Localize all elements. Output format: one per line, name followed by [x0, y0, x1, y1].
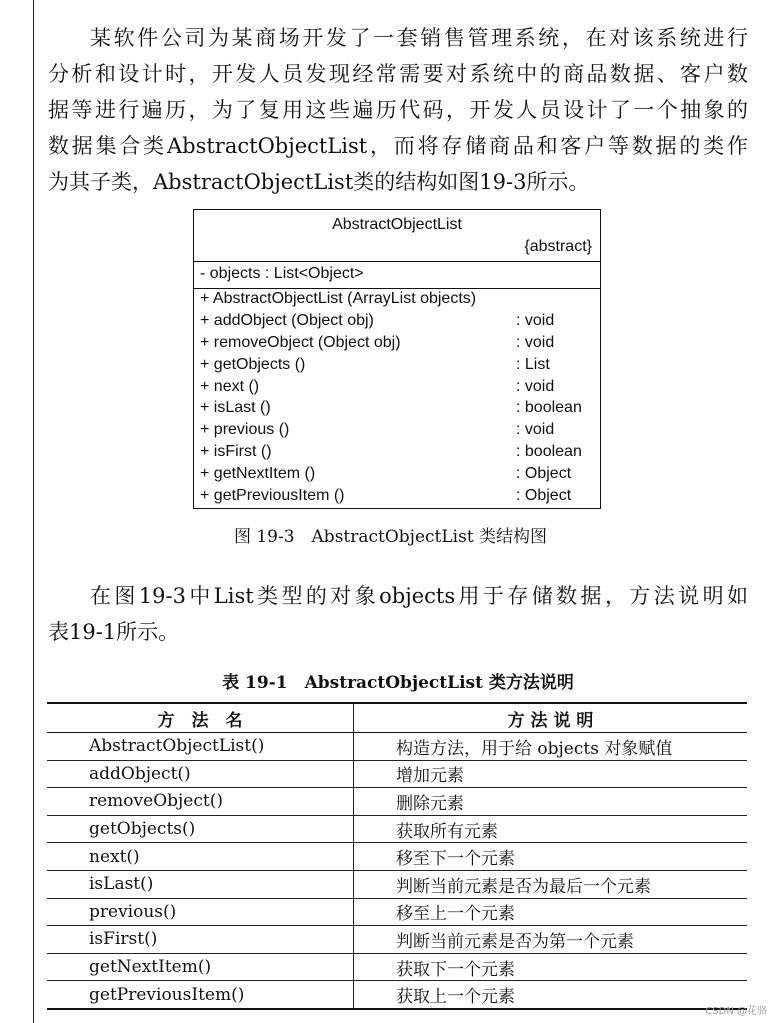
uml-operation-return-type: : Object	[516, 465, 572, 483]
uml-operation	[194, 464, 600, 486]
column-header-method-desc: 方 法 说 明	[354, 703, 748, 733]
uml-operation-name: + getObjects ()	[200, 355, 306, 373]
uml-operation	[194, 398, 600, 420]
uml-class-diagram	[193, 209, 601, 509]
table-row	[47, 843, 747, 871]
uml-attributes	[194, 262, 600, 289]
method-name-cell: removeObject()	[47, 788, 354, 816]
uml-operation-return-type: : Object	[516, 487, 572, 505]
uml-operation	[194, 377, 600, 399]
column-header-method-name: 方 法 名	[47, 703, 354, 733]
uml-operation	[194, 486, 600, 508]
uml-operation-name: + isFirst ()	[200, 443, 272, 461]
method-name-cell: AbstractObjectList()	[47, 733, 354, 761]
table-body	[47, 733, 747, 1009]
uml-operation-return-type: : boolean	[516, 399, 582, 417]
uml-operation-name: + getPreviousItem ()	[200, 487, 345, 505]
method-name-cell: getObjects()	[47, 815, 354, 843]
uml-operation-return-type: : void	[516, 421, 555, 439]
method-desc-cell: 判断当前元素是否为最后一个元素	[354, 870, 748, 898]
method-name-cell: addObject()	[47, 760, 354, 788]
uml-operation-name: + AbstractObjectList (ArrayList objects)	[200, 290, 477, 307]
uml-operation	[194, 355, 600, 377]
method-desc-cell: 获取所有元素	[354, 815, 748, 843]
table-title: 表 19-1 AbstractObjectList 类方法说明	[222, 673, 574, 693]
uml-operations	[194, 289, 600, 508]
uml-operation	[194, 333, 600, 355]
uml-operation	[194, 442, 600, 464]
table-row	[47, 788, 747, 816]
uml-operation-return-type: : boolean	[516, 443, 582, 461]
paragraph-line: 表19-1所示。	[48, 620, 180, 644]
method-name-cell: previous()	[47, 898, 354, 926]
uml-stereotype: {abstract}	[524, 238, 592, 255]
figure-caption: 图 19-3 AbstractObjectList 类结构图	[233, 527, 548, 547]
method-name-cell: next()	[47, 843, 354, 871]
method-desc-cell: 移至下一个元素	[354, 843, 748, 871]
methods-table	[47, 702, 747, 1010]
paragraph-line: 分析和设计时，开发人员发现经常需要对系统中的商品数据、客户数	[48, 62, 748, 86]
paragraph-line: 在图19-3中List类型的对象objects用于存储数据，方法说明如	[90, 584, 748, 608]
paragraph-line: 数据集合类AbstractObjectList，而将存储商品和客户等数据的类作	[48, 134, 748, 158]
method-desc-cell: 增加元素	[354, 760, 748, 788]
uml-class-header	[194, 210, 600, 262]
method-desc-cell: 判断当前元素是否为第一个元素	[354, 926, 748, 954]
method-name-cell: getNextItem()	[47, 953, 354, 981]
uml-operation-name: + removeObject (Object obj)	[200, 333, 401, 351]
table-row	[47, 898, 747, 926]
intro-paragraph	[48, 20, 748, 200]
table-row	[47, 815, 747, 843]
uml-operation-name: + next ()	[200, 377, 260, 395]
uml-operation-return-type: : List	[516, 355, 550, 373]
table-row	[47, 926, 747, 954]
method-desc-cell: 获取下一个元素	[354, 953, 748, 981]
uml-operation-return-type: : void	[516, 311, 555, 329]
uml-operation	[194, 420, 600, 442]
paragraph-line: 据等进行遍历，为了复用这些遍历代码，开发人员设计了一个抽象的	[48, 98, 748, 122]
page-left-border	[33, 0, 34, 1023]
table-row	[47, 953, 747, 981]
table-row	[47, 870, 747, 898]
uml-operation-name: + addObject (Object obj)	[200, 311, 374, 329]
table-header-row	[47, 703, 747, 733]
method-name-cell: getPreviousItem()	[47, 981, 354, 1009]
table-row	[47, 981, 747, 1009]
uml-operation-name: + getNextItem ()	[200, 465, 316, 483]
method-desc-cell: 获取上一个元素	[354, 981, 748, 1009]
method-name-cell: isFirst()	[47, 926, 354, 954]
paragraph-line: 某软件公司为某商场开发了一套销售管理系统，在对该系统进行	[90, 26, 748, 50]
table-row	[47, 760, 747, 788]
uml-attribute: - objects : List<Object>	[200, 265, 364, 282]
uml-operation-name: + isLast ()	[200, 399, 271, 417]
uml-operation	[194, 289, 600, 311]
watermark: CSDN @花骆	[705, 1006, 767, 1017]
table-row	[47, 733, 747, 761]
uml-operation-return-type: : void	[516, 333, 555, 351]
uml-operation-return-type: : void	[516, 377, 555, 395]
paragraph-line: 为其子类，AbstractObjectList类的结构如图19-3所示。	[48, 170, 590, 194]
uml-class-name: AbstractObjectList	[332, 216, 462, 233]
second-paragraph	[48, 578, 748, 650]
uml-operation-name: + previous ()	[200, 421, 290, 439]
method-name-cell: isLast()	[47, 870, 354, 898]
method-desc-cell: 删除元素	[354, 788, 748, 816]
method-desc-cell: 构造方法，用于给 objects 对象赋值	[354, 733, 748, 761]
method-desc-cell: 移至上一个元素	[354, 898, 748, 926]
uml-operation	[194, 311, 600, 333]
